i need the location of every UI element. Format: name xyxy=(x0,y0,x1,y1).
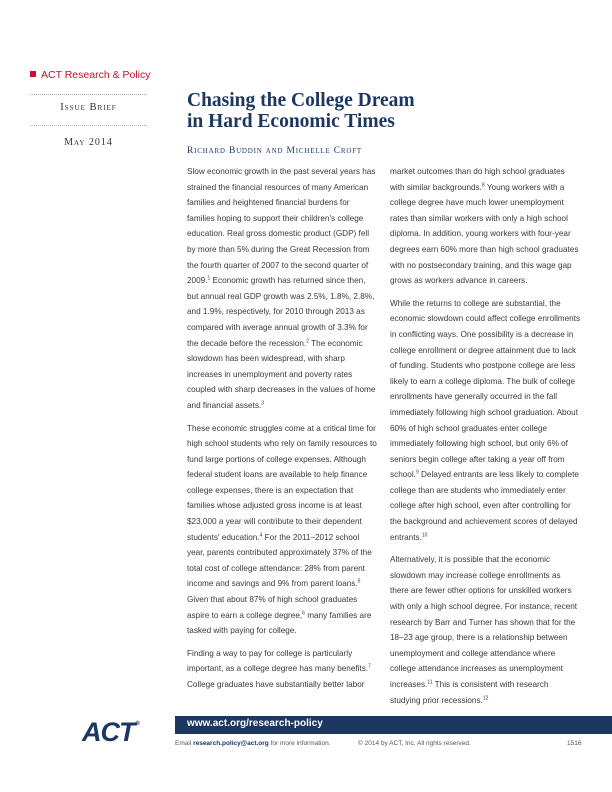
brand-label: ACT Research & Policy xyxy=(30,69,151,81)
brand-square-icon xyxy=(30,71,36,77)
divider xyxy=(30,125,147,126)
issue-date: May 2014 xyxy=(64,137,113,148)
divider xyxy=(30,94,147,95)
copyright: © 2014 by ACT, Inc. All rights reserved. xyxy=(358,740,471,747)
issue-type: Issue Brief xyxy=(60,102,117,113)
paragraph: Slow economic growth in the past several years has strained the financial resources of many American families and heightened financial burdens for families hoping to support their children's college education. Real gross domestic product (GDP) fell by more than 5% during the Great Recession from the fourth quarter of 2007 to the second quarter of 2009.$^1$ Economic growth has returned since then, but annual real GDP growth was 2.5%, 1.8%, 2.8%, and 1.9%, respectively, for 2010 through 2013 as compared with average annual growth of 3.3% for the decade before the recession.$^2$ The economic slowdown has been widespread, with sharp increases in unemployment and poverty rates coupled with sharp decreases in the values of home and financial assets.$^3$ xyxy=(187,167,376,410)
authors: Richard Buddin and Michelle Croft xyxy=(187,146,362,156)
paragraph: While the returns to college are substantial, the economic slowdown could affect college enrollments in conflicting ways. One possibility is a decrease in college enrollment or degree attainment due to lack of funding. Students who postpone college are less likely to earn a college diploma. The bulk of college enrollments have generally occurred in the fall immediately following high school graduation. About 60% of high school graduates enter college immediately following high school, but only 6% of seniors begin college after taking a year off from school.$^9$ Delayed entrants are less likely to complete college than are students who immediately enter college after high school, even after controlling for the background and achievement scores of delayed entrants.$^{10}$ xyxy=(390,298,581,542)
act-logo: ACT® xyxy=(82,717,139,747)
website-link[interactable]: www.act.org/research-policy xyxy=(187,718,323,729)
paragraph: These economic struggles come at a critical time for high school students who rely on family resources to fund large portions of college expenses. Although federal student loans are available to help finance college expenses, there is an expectation that families whose adjusted gross income is at least $23,000 a year will contribute to their dependent students' education.$^4$ For the 2011–2012 school year, parents contributed approximately 37% of the total cost of college attendance: 28% from parent income and savings and 9% from parent loans.$^5$ Given that about 87% of high school graduates aspire to earn a college degree,$^6$ many families are tasked with paying for college. xyxy=(187,423,377,636)
paragraph: Finding a way to pay for college is particularly important, as a college degree has many benefits.$^7$ College graduates have substantially better labor xyxy=(187,648,371,689)
paragraph: market outcomes than do high school graduates with similar backgrounds.$^8$ Young workers with a college degree have much lower unemployment rates than similar workers with only a high school diploma. In addition, young workers with four-year degrees earn 60% more than high school graduates with no postsecondary training, and this wage gap grows as workers advance in careers. xyxy=(390,167,579,286)
body-column-left xyxy=(187,164,378,700)
page-title: Chasing the College Dream in Hard Economic Times xyxy=(187,90,415,132)
body-column-right xyxy=(390,164,581,715)
url-banner xyxy=(175,716,612,734)
email-note: Email research.policy@act.org for more information. xyxy=(175,740,331,747)
paragraph: Alternatively, it is possible that the economic slowdown may increase college enrollments as there are fewer other options for unskilled workers with only a high school degree. For instance, recent research by Barr and Turner has shown that for the 18–23 age group, there is a relationship between unemployment and college attendance where college attendance increases as unemployment increases.$^{11}$ This is consistent with research studying prior recessions.$^{12}$ xyxy=(390,555,578,705)
email-link[interactable]: research.policy@act.org xyxy=(193,740,269,747)
document-code: 1516 xyxy=(567,740,582,747)
